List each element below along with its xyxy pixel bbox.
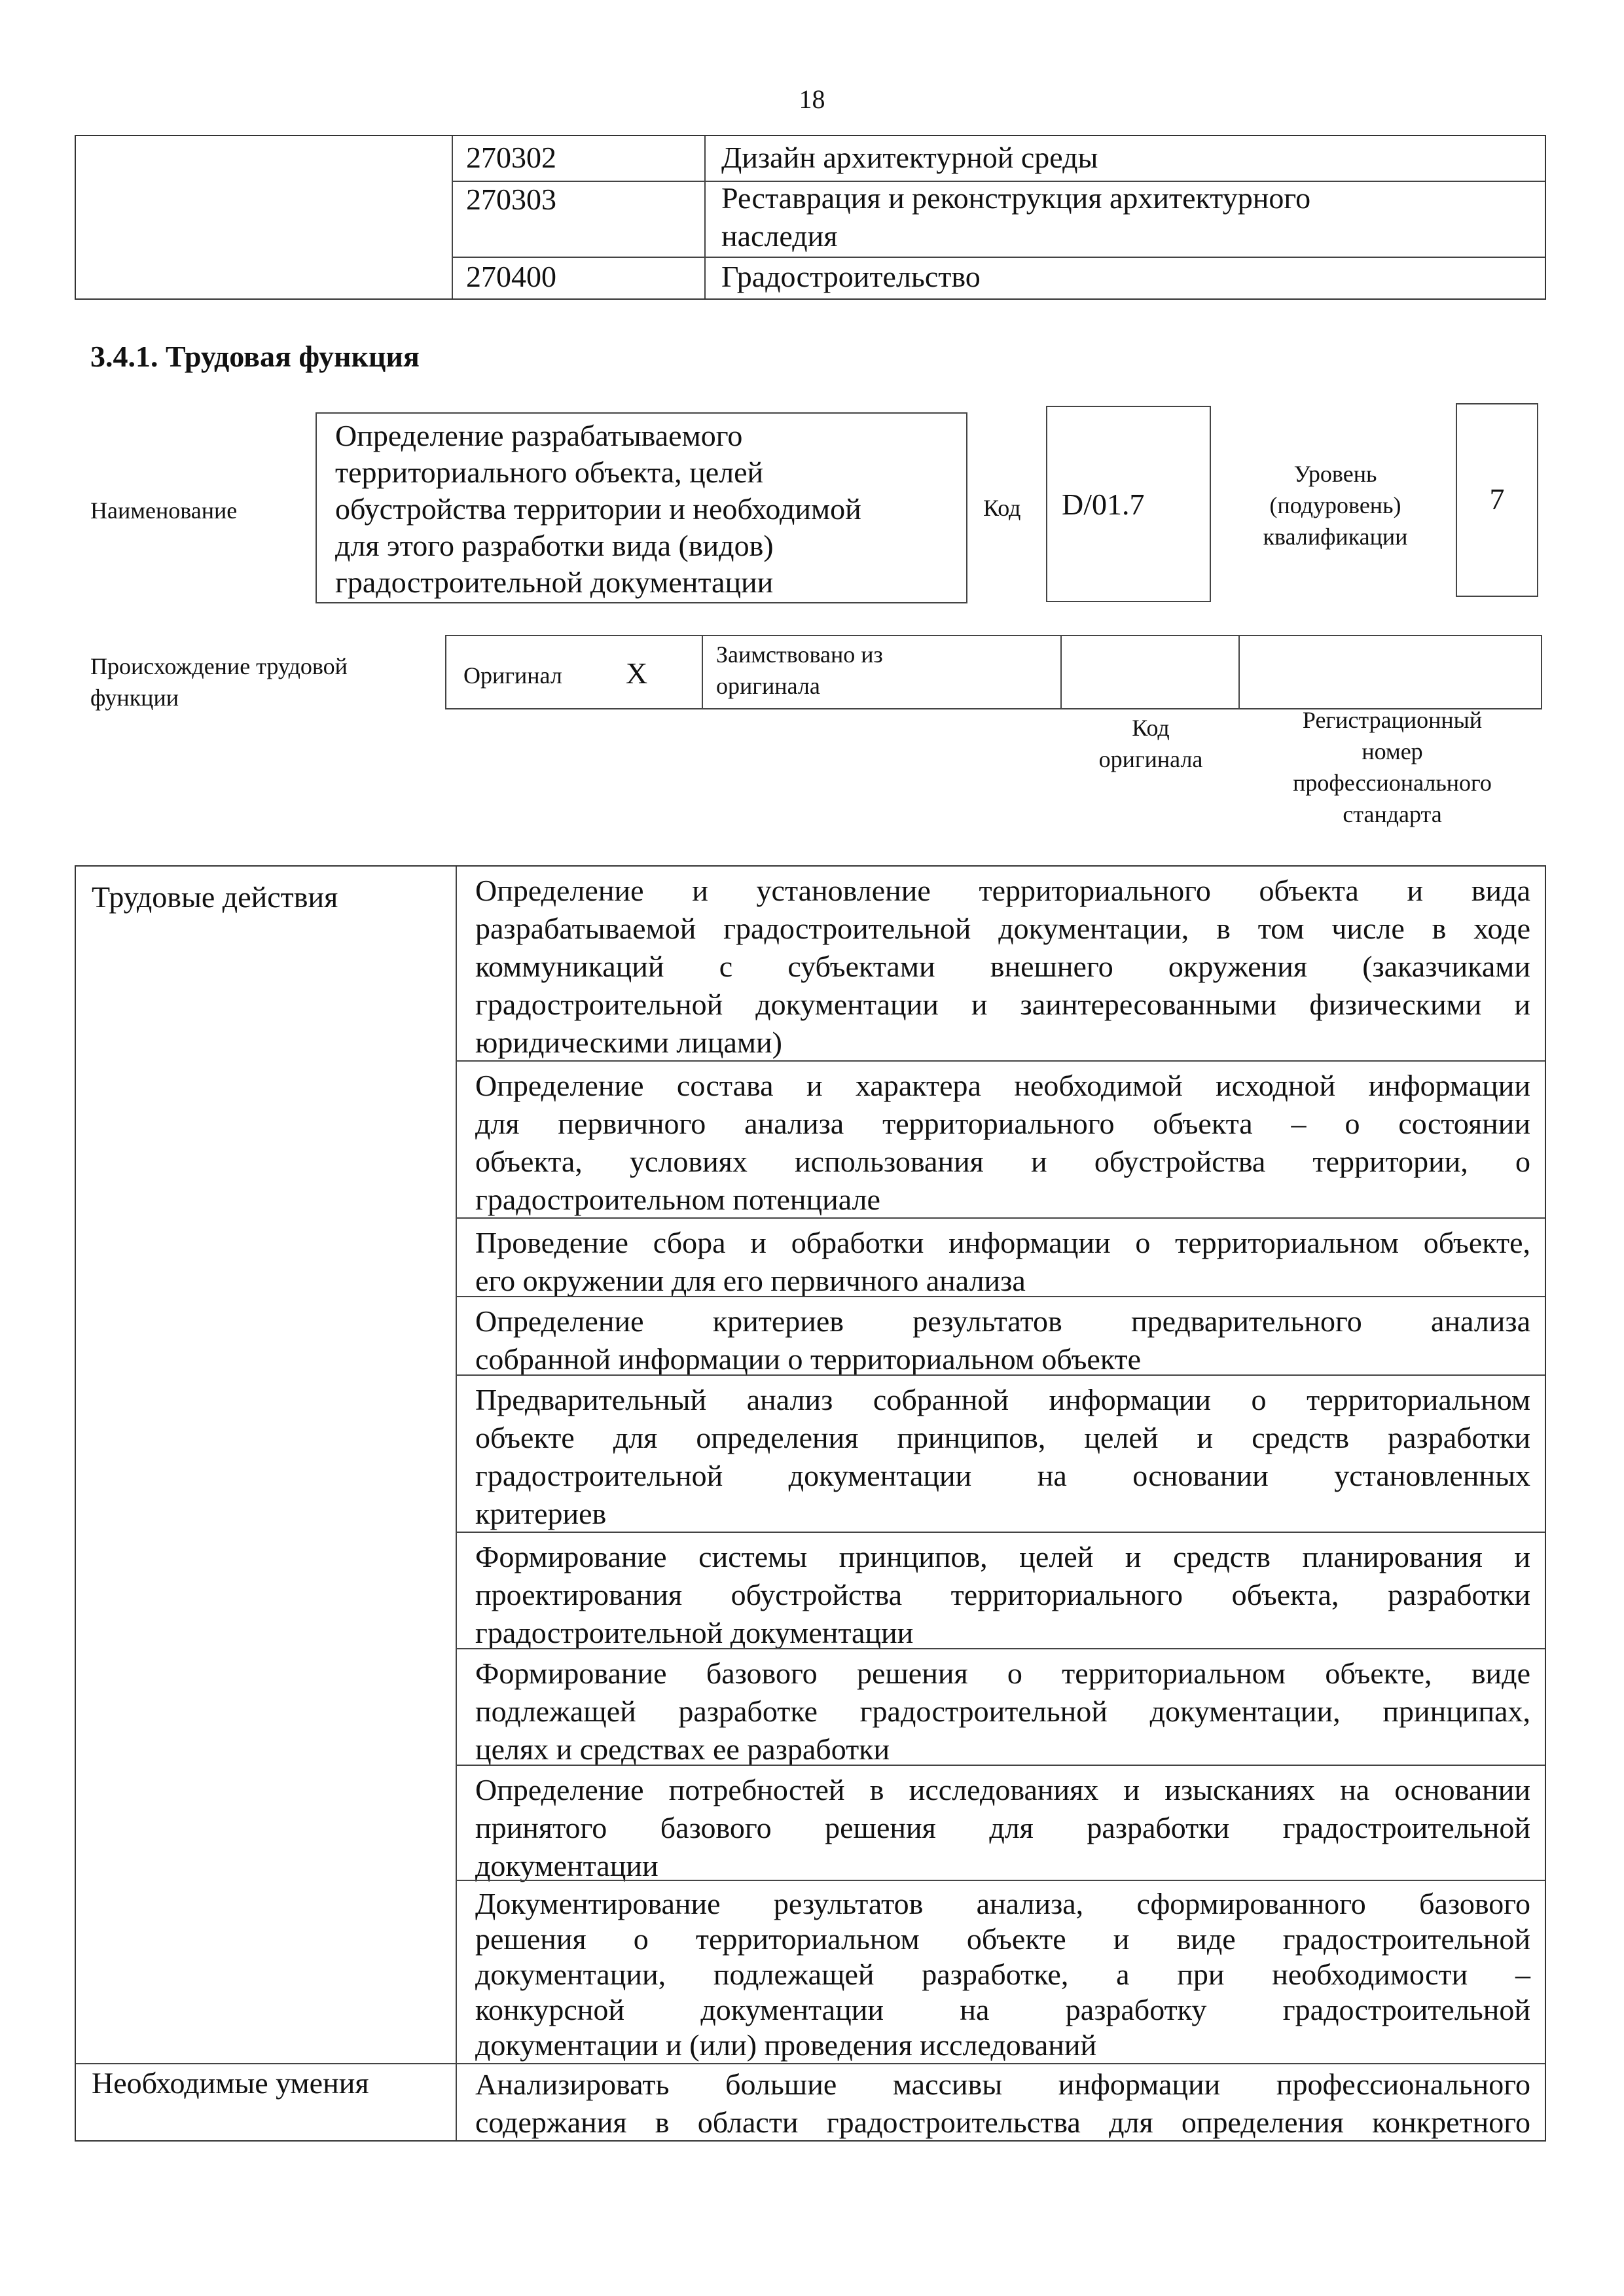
action-row: [456, 1296, 1545, 1376]
level-label-line: (подуровень): [1269, 492, 1401, 518]
caption-line: номер: [1362, 738, 1423, 764]
text-line: градостроительной документации: [475, 1616, 914, 1649]
caption-line: профессионального: [1293, 770, 1492, 796]
text-line: объекте для определения принципов, целей и средств разработки: [475, 1421, 1530, 1454]
code-box: [1046, 406, 1211, 602]
name-label: Наименование: [90, 497, 238, 524]
labor-function-table: [75, 865, 1546, 2142]
action-row: [456, 867, 1545, 1060]
text-line: конкурсной документации на разработку градостроительной: [475, 1993, 1530, 2026]
text-line: принятого базового решения для разработки градостроительной: [475, 1811, 1530, 1844]
text-line: подлежащей разработке градостроительной документации, принципах,: [475, 1695, 1530, 1728]
function-name-text: [335, 418, 953, 601]
text-line: Формирование базового решения о территориальном объекте, виде: [475, 1657, 1530, 1690]
text-line: Определение состава и характера необходимой исходной информации: [475, 1069, 1530, 1102]
action-text: [475, 1655, 1530, 1768]
action-text: [475, 1302, 1530, 1378]
level-value: 7: [1489, 482, 1505, 516]
text-line: решения о территориальном объекте и виде градостроительной: [475, 1922, 1530, 1956]
text-line: Документирование результатов анализа, сформированного базового: [475, 1887, 1530, 1920]
action-text: [475, 1381, 1530, 1533]
specialty-name-line: Реставрация и реконструкция архитектурного: [721, 181, 1311, 215]
action-row: [456, 1217, 1545, 1297]
skill-row: [456, 2063, 1545, 2143]
text-line: коммуникаций с субъектами внешнего окружения (заказчиками: [475, 950, 1530, 983]
action-text: [475, 1224, 1530, 1300]
text-line: Проведение сбора и обработки информации о территориальном объекте,: [475, 1226, 1530, 1259]
text-line: Определение потребностей в исследованиях и изысканиях на основании: [475, 1773, 1530, 1806]
text-line: разрабатываемой градостроительной документации, в том числе в ходе: [475, 912, 1530, 945]
action-text: [475, 1067, 1530, 1219]
action-row: [456, 1880, 1545, 2064]
specialty-code: 270303: [466, 183, 556, 216]
text-line: документации и (или) проведения исследований: [475, 2028, 1097, 2062]
function-name-line: для этого разработки вида (видов): [335, 529, 774, 562]
action-row: [456, 1532, 1545, 1649]
text-line: юридическими лицами): [475, 1026, 782, 1059]
caption-line: оригинала: [1098, 746, 1203, 772]
caption-line: Регистрационный: [1302, 707, 1483, 733]
borrowed-label-line: Заимствовано из: [716, 641, 883, 668]
original-label: Оригинал: [463, 662, 562, 689]
text-line: содержания в области градостроительства для определения конкретного: [475, 2106, 1530, 2139]
specialty-name-line: наследия: [721, 219, 838, 253]
text-line: документации: [475, 1849, 659, 1882]
text-line: Анализировать большие массивы информации профессионального: [475, 2068, 1530, 2101]
origin-table: [445, 635, 1542, 709]
text-line: Формирование системы принципов, целей и средств планирования и: [475, 1540, 1530, 1573]
action-text: [475, 1771, 1530, 1885]
text-line: критериев: [475, 1497, 607, 1530]
skill-text: [475, 2066, 1530, 2142]
action-row: [456, 1374, 1545, 1533]
caption-line: Код: [1132, 715, 1170, 741]
level-label-line: квалификации: [1263, 524, 1408, 550]
text-line: градостроительной документации на основании установленных: [475, 1459, 1530, 1492]
text-line: проектирования обустройства территориального объекта, разработки: [475, 1578, 1530, 1611]
action-row: [456, 1765, 1545, 1881]
page-number: 18: [799, 84, 825, 114]
section-heading: 3.4.1. Трудовая функция: [90, 340, 420, 373]
origin-label-line: функции: [90, 685, 179, 711]
text-line: документации, подлежащей разработке, а при необходимости –: [475, 1958, 1530, 1991]
text-line: Определение критериев результатов предварительного анализа: [475, 1304, 1530, 1338]
level-label: [1231, 458, 1440, 552]
skills-label: Необходимые умения: [92, 2066, 369, 2100]
text-line: градостроительной документации и заинтересованными физическими и: [475, 988, 1530, 1021]
specialty-name: Градостроительство: [721, 260, 981, 293]
specialty-codes-table: [75, 135, 1546, 300]
text-line: целях и средствах ее разработки: [475, 1732, 890, 1766]
specialty-code: 270302: [466, 141, 556, 174]
function-name-line: Определение разрабатываемого: [335, 419, 743, 452]
text-line: для первичного анализа территориального объекта – о состоянии: [475, 1107, 1530, 1140]
level-label-line: Уровень: [1293, 461, 1377, 487]
action-text: [475, 1538, 1530, 1652]
caption-line: стандарта: [1343, 801, 1442, 827]
level-box: [1456, 403, 1538, 597]
text-line: объекта, условиях использования и обустройства территории, о: [475, 1145, 1530, 1178]
actions-label: Трудовые действия: [92, 880, 338, 914]
text-line: его окружении для его первичного анализа: [475, 1264, 1026, 1297]
specialty-name: Дизайн архитектурной среды: [721, 141, 1098, 174]
function-name-line: обустройства территории и необходимой: [335, 492, 861, 526]
registration-number-caption: [1245, 704, 1540, 830]
action-text: [475, 1886, 1530, 2063]
text-line: Определение и установление территориального объекта и вида: [475, 874, 1530, 907]
original-mark: X: [626, 656, 648, 690]
action-row: [456, 1648, 1545, 1766]
origin-label-line: Происхождение трудовой: [90, 653, 348, 679]
specialty-code: 270400: [466, 260, 556, 293]
action-row: [456, 1060, 1545, 1219]
origin-label: [90, 651, 348, 713]
text-line: Предварительный анализ собранной информации о территориальном: [475, 1383, 1530, 1416]
function-name-line: территориального объекта, целей: [335, 456, 764, 489]
text-line: градостроительном потенциале: [475, 1183, 880, 1216]
function-name-box: [316, 412, 967, 603]
action-text: [475, 872, 1530, 1062]
text-line: собранной информации о территориальном объекте: [475, 1342, 1142, 1376]
code-value: D/01.7: [1062, 488, 1145, 521]
code-label: Код: [983, 495, 1021, 521]
code-original-caption: [1059, 712, 1242, 775]
borrowed-label-line: оригинала: [716, 673, 820, 699]
function-name-line: градостроительной документации: [335, 565, 774, 599]
borrowed-label: [716, 639, 883, 702]
